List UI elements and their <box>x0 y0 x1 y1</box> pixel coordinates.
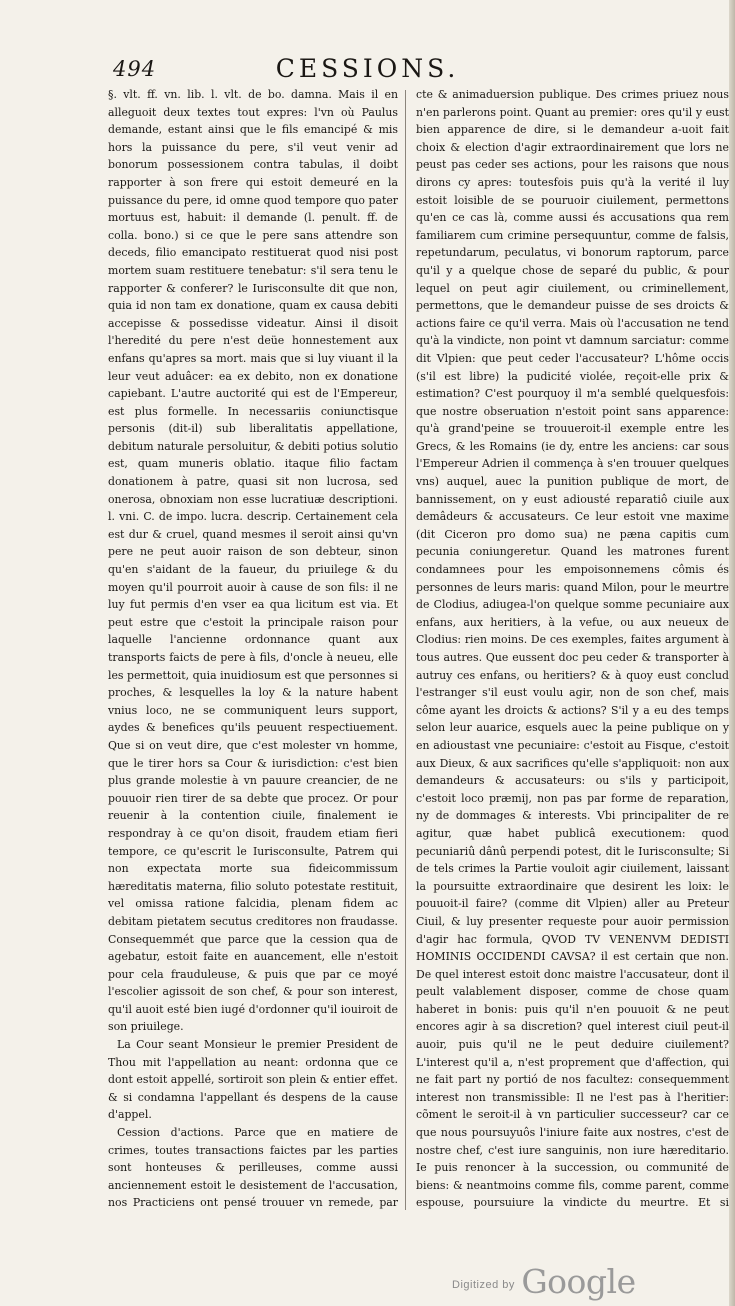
right-column <box>416 86 729 1212</box>
page-number: 494 <box>113 57 157 81</box>
left-column <box>108 86 398 1212</box>
page-edge <box>729 0 735 1306</box>
digitized-label: Digitized by <box>452 1279 515 1291</box>
column-divider <box>405 90 406 1210</box>
running-head: CESSIONS. <box>275 54 460 83</box>
paragraph: cte & animaduersion publique. Des crimes priuez nous n'en parlerons point. Quant au premier: ores qu'il y eust bien apparence de dire, si le demandeur a-uoit fait choix & election d'agir extraordinairement que lors ne peust pas ceder ses actions, pour les raisons que nous dirons cy apres: toutesfois puis qu'à la verité il luy estoit loisible de se pouruoir ciuilement, permettons qu'en ce cas là, comme aussi és accusations qua rem familiarem cum crimine persequuntur, comme de falsis, repetundarum, peculatus, vi bonorum raptorum, parce qu'il y a quelque chose de separé du public, & pour lequel on peut agir ciuilement, ou criminellement, permettons, que le demandeur puisse de ses droicts & actions faire ce qu'il verra. Mais où l'accusation ne tend qu'à la vindicte, non point vt damnum sarciatur: comme dit Vlpien: que peut ceder l'accusateur? L'hôme occis (s'il est libre) la pudicité violée, reçoit-elle prix & estimation? C'est pourquoy il m'a semblé quelquesfois: que nostre obseruation n'estoit point sans apparence: qu'à grand'peine se trouueroit-il exemple entre les Grecs, & les Romains (ie dy, entre les anciens: car sous l'Empereur Adrien il commença à s'en trouuer quelques vns) auquel, auec la punition publique de mort, de bannissement, on y eust adiousté reparatiô ciuile aux demâdeurs & accusateurs. Ce leur estoit vne maxime (dit Ciceron pro domo sua) ne pæna capitis cum pecunia coniungeretur. Quand les matrones furent condamnees pour les empoisonnemens cômis és personnes de leurs maris: quand Milon, pour le meurtre de Clodius, adiugea-l'on quelque somme pecuniaire aux enfans, aux heritiers, à la vefue, ou aux neueux de Clodius: rien moins. De ces exemples, faites argument à tous autres. Que eussent doc peu ceder & transporter à autruy ces enfans, ou heritiers? & à quoy eust conclud l'estranger s'il eust voulu agir, non de son chef, mais côme ayant les droicts & actions? S'il y a eu des temps selon leur auarice, esquels auec la peine publique on y en adioustast vne pecuniaire: c'estoit au Fisque, c'estoit aux Dieux, & aux sacrifices qu'elle s'appliquoit: non aux demandeurs & accusateurs: ou s'ils y participoit, c'estoit loco præmij, non pas par forme de reparation, ny de dommages & interests. Vbi principaliter de re agitur, quæ habet publicâ executionem: quod pecuniariû dânû perpendi potest, dit le Iurisconsulte; Si de tels crimes la Partie vouloit agir ciuilement, laissant la poursuitte extraordinaire que desirent les loix: le pouuoit-il faire? (comme dit Vlpien) aller au Preteur Ciuil, & luy presenter requeste pour auoir permission d'agir hac formula, QVOD TV VENENVM DEDISTI HOMINIS OCCIDENDI CAVSA? il est certain que non. De quel interest estoit donc maistre l'accusateur, dont il peult valablement disposer, comme de chose quam haberet in bonis: puis qu'il n'en pouuoit & ne peut encores agir à sa discretion? quel interest ciuil peut-il auoir, puis qu'il ne le peut deduire ciuilement? L'interest qu'il a, n'est proprement que d'affection, qui ne fait part ny portió de nos facultez: consequemment interest non transmissible: Il ne l'est pas à l'heritier: cõment le seroit-il à vn particulier successeur? car ce que nous poursuyuôs l'iniure faite aux nostres, c'est de nostre chef, c'est iure sanguinis, non iure hæreditario. Ie puis renoncer à la succession, ou communité de biens: & neantmoins comme fils, comme parent, comme espouse, poursuiure la vindicte du meurtre. Et si <box>416 88 729 1210</box>
paragraph: §. vlt. ff. vn. lib. l. vlt. de bo. damna. Mais il en alleguoit deux textes tout expres: l'vn où Paulus demande, estant ainsi que le fils emancipé & mis hors la puissance du pere, s'il veut venir ad bonorum possessionem contra tabulas, il doibt rapporter à son frere qui estoit demeuré en la puissance du pere, id omne quod tempore quo pater mortuus est, habuit: il demande (l. penult. ff. de colla. bono.) si ce que le pere sans attendre son deceds, filio emancipato restituerat quod nisi post mortem suam restituere tenebatur: s'il sera tenu le rapporter & conferer? le Iurisconsulte dit que non, quia id non tam ex donatione, quam ex causa debiti accepisse & possedisse videatur. Ainsi il disoit l'heredité du pere n'est deüe honnestement aux enfans qu'apres sa mort. mais que si luy viuant il la leur veut aduâcer: ea ex debito, non ex donatione capiebant. L'autre auctorité qui est de l'Empereur, est plus formelle. In necessariis coniunctisque personis (dit-il) sub liberalitatis appellatione, debitum naturale persoluitur, & debiti potius solutio est, quam muneris oblatio. itaque filio factam donationem à patre, quasi sit non lucrosa, sed onerosa, obnoxiam non esse lucratiuæ descriptioni. l. vni. C. de impo. lucra. descrip. Certainement cela est dur & cruel, quand mesmes il seroit ainsi qu'vn pere ne peut auoir raison de son debteur, sinon qu'en s'aidant de la faueur, du priuilege & du moyen qu'il pourroit auoir à cause de son fils: il ne luy fut permis d'en vser ea qua licitum est via. Et peut estre que c'estoit la principale raison pour laquelle l'ancienne ordonnance quant aux transports faicts de pere à fils, d'oncle à neueu, elle les permettoit, quia inuidiosum est que personnes si proches, & lesquelles la loy & la nature habent vnius loco, ne se communiquent leurs support, aydes & benefices qu'ils peuuent respectiuement. Que si on veut dire, que c'est molester vn homme, que le tirer hors sa Cour & iurisdiction: c'est bien plus grande molestie à vn pauure creancier, de ne pouuoir rien tirer de sa debte que procez. Or pour reuenir à la contention ciuile, finalement ie respondray à ce qu'on disoit, fraudem etiam fieri tempore, ce qu'escrit le Iurisconsulte, Patrem qui non expectata morte sua fideicommissum hæreditatis materna, filio soluto potestate restituit, vel omissa ratione falcidia, plenam fidem ac debitam pietatem secutus creditores non fraudasse. Consequemmét que parce que la cession qua de agebatur, estoit faite en auancement, elle n'estoit pour cela frauduleuse, & puis que par ce moyé l'escolier agissoit de son chef, & pour son interest, qu'il auoit esté bien iugé d'ordonner qu'il iouiroit de son priuilege. <box>108 88 398 1034</box>
paragraph: Cession d'actions. Parce que en matiere de crimes, toutes transactions faictes par les parties sont honteuses & perilleuses, comme aussi anciennement estoit le desistement de l'accusation, nos Practiciens ont pensé trouuer vn remede, par <box>108 1126 398 1210</box>
paragraph: La Cour seant Monsieur le premier President de Thou mit l'appellation au neant: ordonna que ce dont estoit appellé, sortiroit son plein & entier effet. & si condamna l'appellant és despens de la cause d'appel. <box>108 1038 398 1122</box>
google-logo: Google <box>521 1262 636 1301</box>
digitized-watermark <box>452 1262 636 1301</box>
